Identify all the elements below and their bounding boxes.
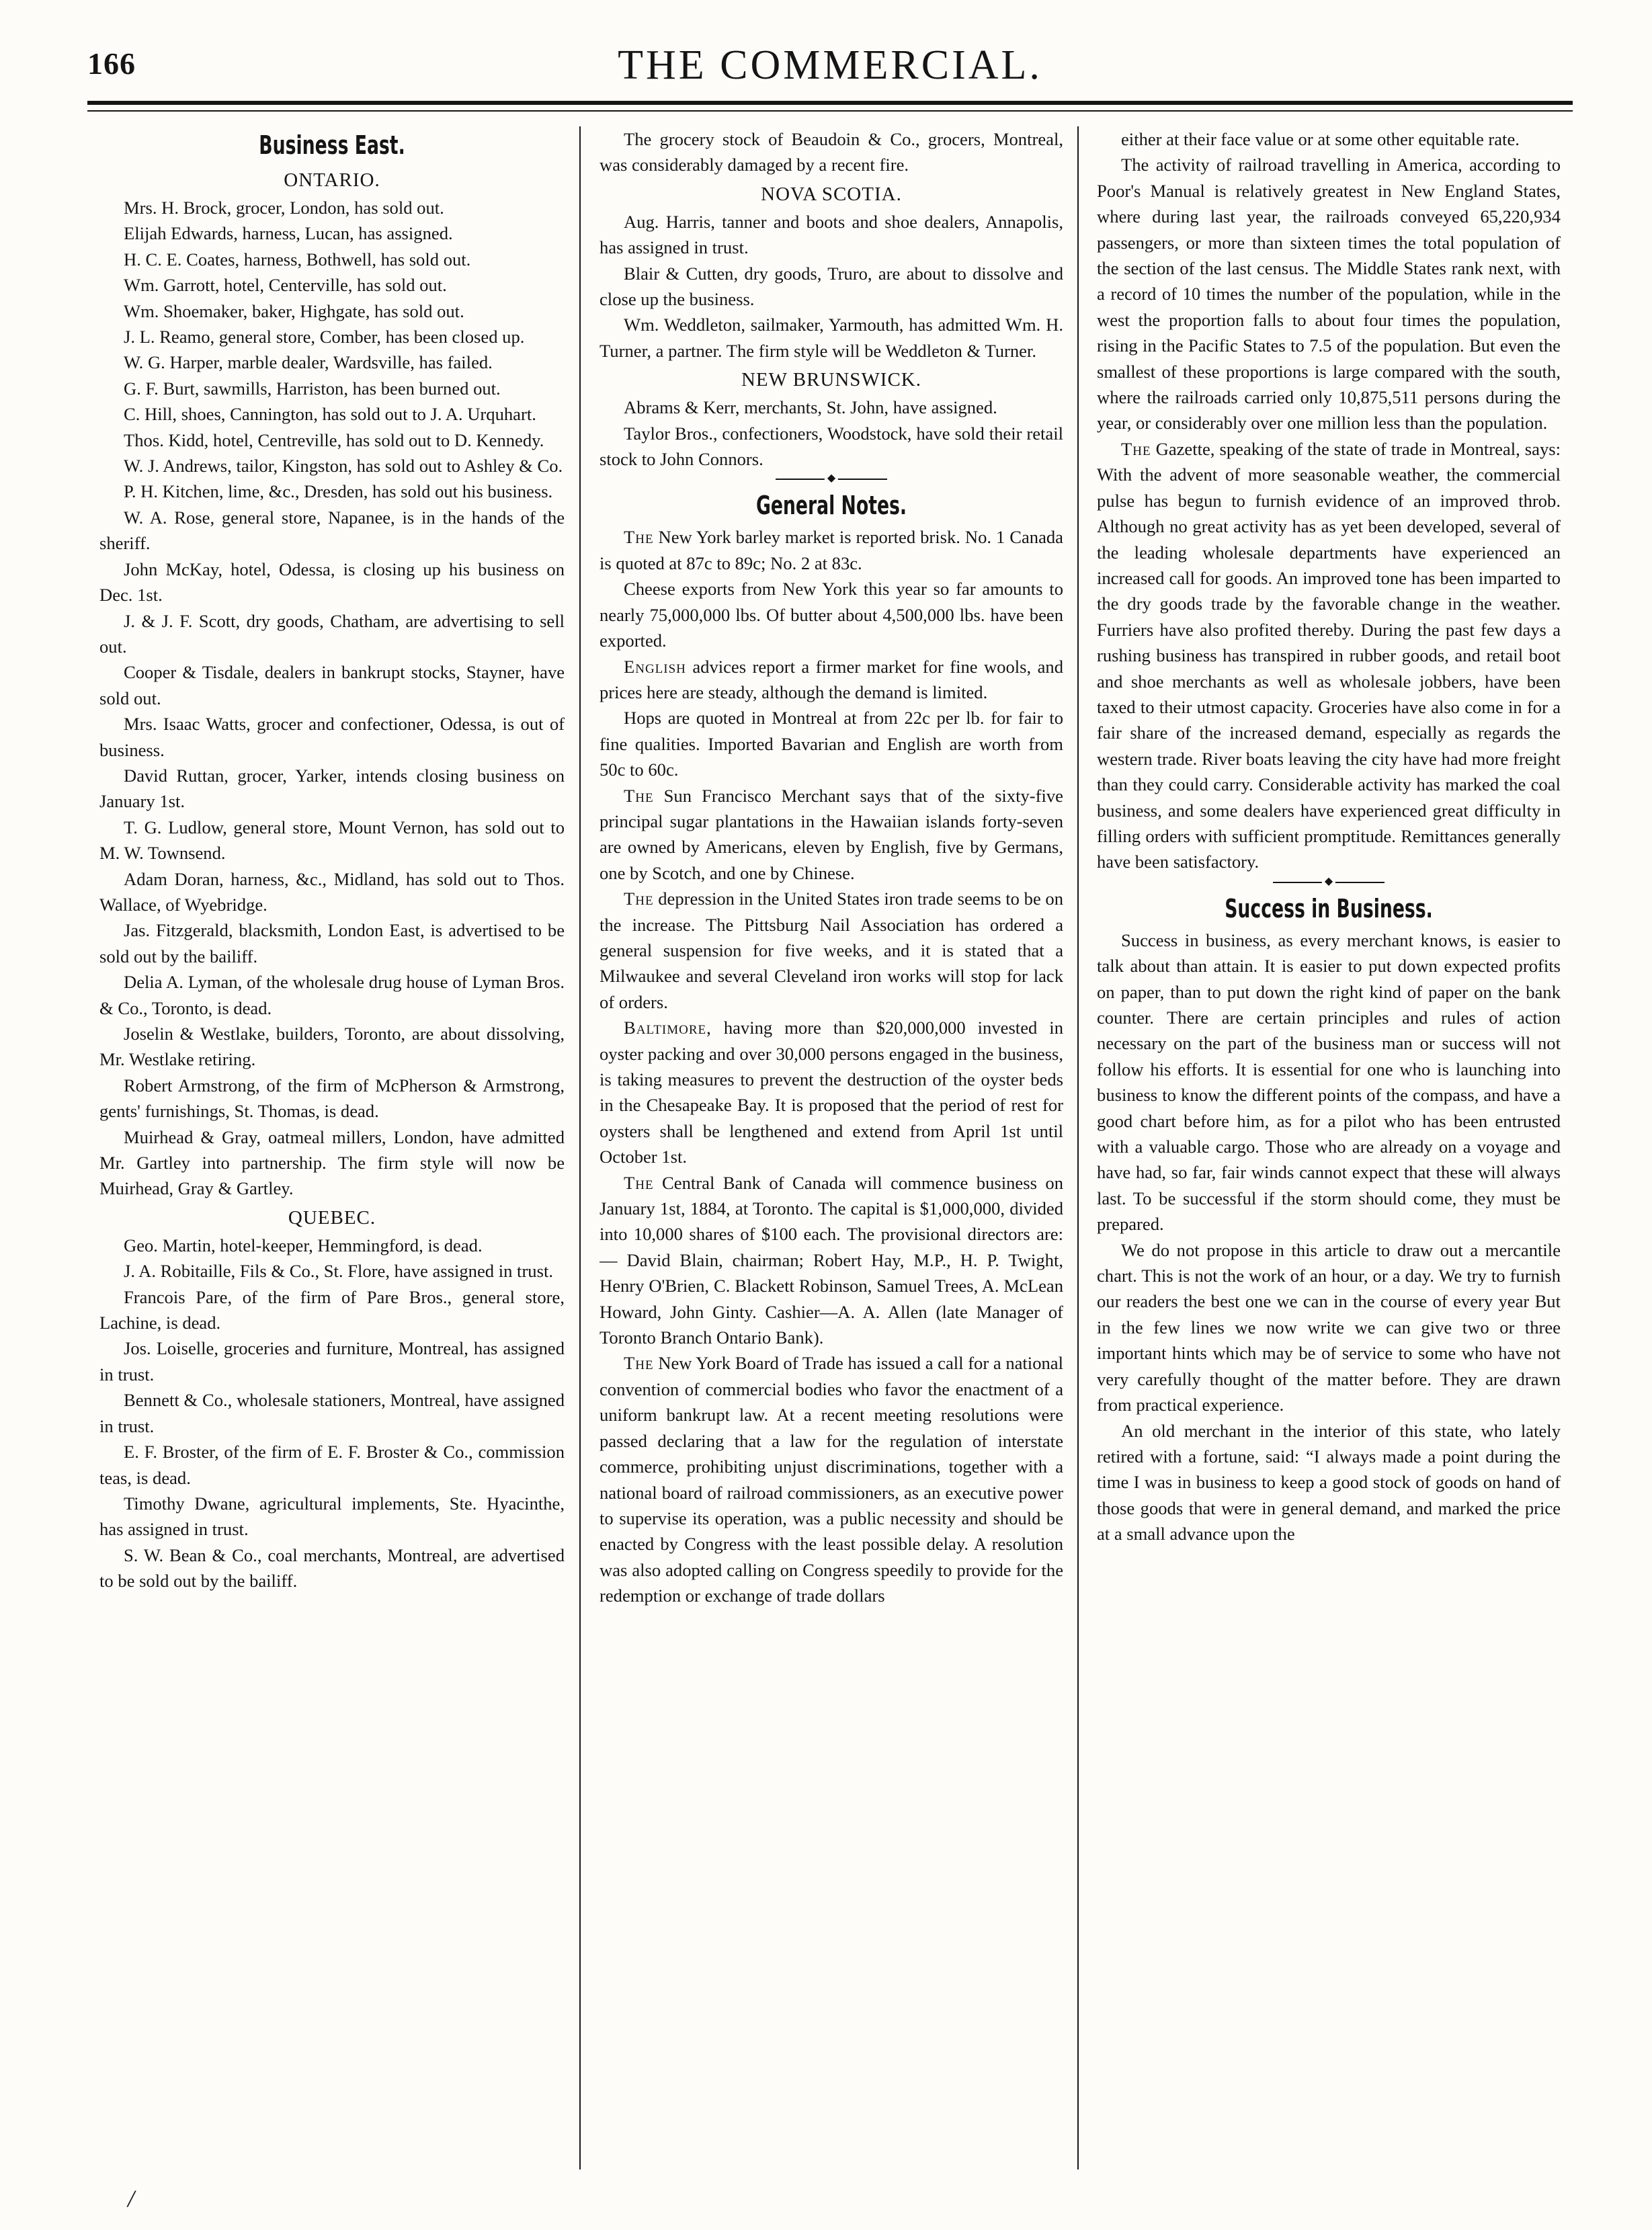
paragraph-text: New York Board of Trade has issued a call for a national convention of commercial bodies who favor the enactment of a uniform bankrupt law. At a recent meeting resolutions were passed declaring that a law for the regulation of interstate commerce, prohibiting unjust discriminations, together with a national board of railroad commissioners, as an executive power to supervise its operation, was a public necessity and should be enacted by Congress with the least possible delay. A resolution was also adopted calling on Congress speedily to provide for the redemption or exchange of trade dollars	[600, 1353, 1063, 1606]
business-notice: Muirhead & Gray, oatmeal millers, London, have admitted Mr. Gartley into partnership. The firm style will now be Muirhead, Gray & Gartley.	[99, 1126, 565, 1199]
business-notice: Elijah Edwards, harness, Lucan, has assigned.	[124, 223, 453, 244]
lead-word: The	[1121, 438, 1151, 459]
news-note	[600, 1170, 1063, 1351]
quebec-list	[99, 1233, 565, 1594]
business-notice: Thos. Kidd, hotel, Centreville, has sold out to D. Kennedy.	[124, 429, 544, 450]
paragraph-text: Gazette, speaking of the state of trade in Montreal, says: With the advent of more seasonable weather, the commercial pulse has begun to furnish evidence of an improved throb. Although no great activity has as yet been developed, several of the leading wholesale departments have experienced an increased call for goods. An improved tone has been imparted to the dry goods trade by the favorable change in the weather. Furriers have also profited thereby. During the past few days a rushing business has transpired in rubber goods, and retail boot and shoe merchants as well as wholesale jobbers, have been taxed to their utmost capacity. Groceries have also come in for a fair share of the increased demand, especially as regards the western trade. River boats leaving the city have had more freight than they could carry. Considerable activity has marked the coal business, and some dealers have experienced great difficulty in filling orders with sufficient promptitude. Remittances generally have been satisfactory.	[1097, 438, 1561, 872]
success-heading: Success in Business.	[1225, 893, 1433, 923]
business-notice: Geo. Martin, hotel-keeper, Hemmingford, is dead.	[124, 1235, 483, 1255]
paragraph-text: Cheese exports from New York this year so far amounts to nearly 75,000,000 lbs. Of butter about 4,500,000 lbs. have been exported.	[600, 579, 1063, 651]
business-notice: Aug. Harris, tanner and boots and shoe dealers, Annapolis, has assigned in trust.	[600, 211, 1063, 258]
paragraph-text: Sun Francisco Merchant says that of the sixty-five principal sugar plantations in the Hawaiian islands forty-seven are owned by Americans, eleven by English, five by Germans, one by Scotch, and one by Chinese.	[600, 785, 1063, 883]
business-notice: W. G. Harper, marble dealer, Wardsville, has failed.	[124, 352, 493, 373]
news-note	[600, 654, 1063, 706]
paragraph-text: The activity of railroad travelling in America, according to Poor's Manual is relatively greatest in New England States, where during last year, the railroads conveyed 65,220,934 passengers, or more than sixteen times the total population of the section of the last census. The Middle States rank next, with a record of 10 times the number of the population, while in the west the proportion falls to about four times the population, rising in the Pacific States to 7.5 of the population. But even the smallest of these proportions is large compared with the south, where the railroads carried only 10,875,511 persons during the year, or considerably over one million less than the population.	[1097, 155, 1561, 433]
ontario-heading: ONTARIO.	[284, 169, 380, 191]
business-notice: Joselin & Westlake, builders, Toronto, are about dissolving, Mr. Westlake retiring.	[99, 1024, 565, 1070]
business-notice: Mrs. Isaac Watts, grocer and confectioner, Odessa, is out of business.	[99, 714, 565, 760]
column-3	[1097, 126, 1561, 2170]
paragraph-text: having more than $20,000,000 invested in oyster packing and over 30,000 persons engaged in the business, is taking measures to prevent the destruction of the oyster beds in the Chesapeake Bay. It is proposed that the period of rest for oysters shall be lengthened and extend from April 1st until October 1st.	[600, 1018, 1063, 1167]
column-rule-2	[1077, 126, 1079, 2170]
business-notice: T. G. Ludlow, general store, Mount Vernon, has sold out to M. W. Townsend.	[99, 817, 565, 864]
business-notice: P. H. Kitchen, lime, &c., Dresden, has sold out his business.	[124, 481, 553, 502]
lead-word: Baltimore,	[624, 1018, 712, 1038]
business-notice: Wm. Garrott, hotel, Centerville, has sold out.	[124, 275, 447, 296]
business-notice: Robert Armstrong, of the firm of McPherson & Armstrong, gents' furnishings, St. Thomas, is dead.	[99, 1075, 565, 1122]
column-1	[99, 126, 565, 2170]
news-note	[600, 576, 1063, 653]
lead-word: The	[624, 1172, 654, 1193]
business-notice: Timothy Dwane, agricultural implements, Ste. Hyacinthe, has assigned in trust.	[99, 1493, 565, 1540]
business-notice: J. & J. F. Scott, dry goods, Chatham, are advertising to sell out.	[99, 610, 565, 657]
business-notice: W. J. Andrews, tailor, Kingston, has sold out to Ashley & Co.	[124, 456, 563, 477]
news-note	[600, 705, 1063, 782]
paragraph-text: New York barley market is reported brisk. No. 1 Canada is quoted at 87c to 89c; No. 2 at 83c.	[600, 527, 1063, 573]
business-notice: John McKay, hotel, Odessa, is closing up his business on Dec. 1st.	[99, 559, 565, 606]
business-notice: E. F. Broster, of the firm of E. F. Broster & Co., commission teas, is dead.	[99, 1442, 565, 1488]
business-notice: Jos. Loiselle, groceries and furniture, Montreal, has assigned in trust.	[99, 1338, 565, 1385]
business-notice: J. L. Reamo, general store, Comber, has been closed up.	[124, 327, 525, 347]
business-notice: Adam Doran, harness, &c., Midland, has sold out to Thos. Wallace, of Wyebridge.	[99, 868, 565, 915]
business-notice: Taylor Bros., confectioners, Woodstock, have sold their retail stock to John Connors.	[600, 423, 1063, 470]
page-number: 166	[87, 46, 136, 81]
header-rule-thin	[87, 110, 1573, 112]
nova-scotia-heading: NOVA SCOTIA.	[761, 183, 902, 205]
news-note	[600, 886, 1063, 1015]
business-notice: S. W. Bean & Co., coal merchants, Montreal, are advertised to be sold out by the bailiff.	[99, 1544, 565, 1592]
business-notice: David Ruttan, grocer, Yarker, intends closing business on January 1st.	[99, 765, 565, 812]
business-notice: Jas. Fitzgerald, blacksmith, London East, is advertised to be sold out by the bailiff.	[99, 920, 565, 966]
nova-scotia-list	[600, 209, 1063, 364]
business-notice: Blair & Cutten, dry goods, Truro, are about to dissolve and close up the business.	[600, 263, 1063, 310]
lead-word: The	[624, 785, 654, 806]
business-east-heading: Business East.	[259, 130, 405, 160]
business-notice: Wm. Weddleton, sailmaker, Yarmouth, has admitted Wm. H. Turner, a partner. The firm style will be Weddleton & Turner.	[600, 315, 1063, 361]
news-note	[600, 1350, 1063, 1608]
news-note	[600, 524, 1063, 576]
news-note	[1097, 152, 1561, 436]
news-note	[600, 1015, 1063, 1169]
business-notice: Mrs. H. Brock, grocer, London, has sold out.	[124, 198, 444, 218]
header-rule-thick	[87, 101, 1573, 105]
lead-word: English	[624, 656, 686, 677]
ontario-list	[99, 195, 565, 1202]
general-notes-list	[600, 524, 1063, 1608]
quebec-heading: QUEBEC.	[288, 1206, 376, 1229]
section-separator	[600, 472, 1063, 487]
article-paragraph: We do not propose in this article to draw out a mercantile chart. This is not the work of an hour, or a day. We try to furnish our readers the best one we can in the course of every year But in the few lines we now write we can give two or three important hints which may be of service to some who have not very carefully thought of the matter before. They are drawn from practical experience.	[1097, 1239, 1561, 1415]
business-notice: H. C. E. Coates, harness, Bothwell, has sold out.	[124, 249, 471, 270]
lead-word: The	[624, 1353, 654, 1374]
business-notice: Bennett & Co., wholesale stationers, Montreal, have assigned in trust.	[99, 1390, 565, 1436]
success-article	[1097, 927, 1561, 1547]
paragraph-text: Hops are quoted in Montreal at from 22c per lb. for fair to fine qualities. Imported Bavarian and English are worth from 50c to 60c.	[600, 708, 1063, 780]
paragraph-text: advices report a firmer market for fine wools, and prices here are steady, although the demand is limited.	[600, 656, 1063, 702]
news-note	[1097, 436, 1561, 875]
lead-word: The	[624, 889, 654, 909]
masthead-title: THE COMMERCIAL.	[618, 42, 1042, 88]
article-paragraph: Success in business, as every merchant knows, is easier to talk about than attain. It is easier to put down expected profits on paper, than to put down the right kind of paper on the bank counter. There are certain principles and rules of action necessary on the part of the business man or success will not follow his efforts. It is essential for one who is launching into business to know the different points of the compass, and have a good chart before him, as for a pilot who has been entrusted with a valuable cargo. Those who are already on a voyage and have had, so far, fair winds cannot expect that these will always last. To be successful if the storm should come, they must be prepared.	[1097, 930, 1561, 1235]
quebec-continued: The grocery stock of Beaudoin & Co., grocers, Montreal, was considerably damaged by a recent fire.	[600, 129, 1063, 175]
business-notice: Francois Pare, of the firm of Pare Bros., general store, Lachine, is dead.	[99, 1286, 565, 1333]
lead-word: The	[624, 527, 654, 548]
paragraph-text: Central Bank of Canada will commence business on January 1st, 1884, at Toronto. The capital is $1,000,000, divided into 10,000 shares of $100 each. The provisional directors are:— David Blain, chairman; Robert Hay, M.P., H. P. Twight, Henry O'Brien, C. Blackett Robinson, Samuel Trees, A. McLean Howard, John Ginty. Cashier—A. A. Allen (late Manager of Toronto Branch Ontario Bank).	[600, 1172, 1063, 1348]
business-notice: Abrams & Kerr, merchants, St. John, have assigned.	[624, 397, 997, 418]
column-2	[600, 126, 1063, 2170]
section-separator	[1097, 875, 1561, 890]
business-notice: G. F. Burt, sawmills, Harriston, has been burned out.	[124, 378, 501, 399]
general-notes-continued	[1097, 126, 1561, 875]
general-notes-heading: General Notes.	[755, 491, 907, 521]
paragraph-text: depression in the United States iron trade seems to be on the increase. The Pittsburg Nail Association has ordered a general suspension for five weeks, and it is stated that a Milwaukee and several Cleveland iron works will stop for lack of orders.	[600, 889, 1063, 1012]
news-note	[1097, 126, 1561, 152]
business-notice: Wm. Shoemaker, baker, Highgate, has sold out.	[124, 300, 464, 321]
business-notice: W. A. Rose, general store, Napanee, is in the hands of the sheriff.	[99, 507, 565, 554]
page-mark: /	[128, 2185, 135, 2212]
article-paragraph: An old merchant in the interior of this state, who lately retired with a fortune, said: “I always made a point during the time I was in business to keep a good stock of goods on hand of those goods that were in general demand, and marked the price at a small advance upon the	[1097, 1420, 1561, 1544]
paragraph-text: either at their face value or at some other equitable rate.	[1121, 129, 1520, 149]
news-note	[600, 783, 1063, 886]
new-brunswick-list	[600, 395, 1063, 472]
column-rule-1	[579, 126, 581, 2170]
business-notice: Cooper & Tisdale, dealers in bankrupt stocks, Stayner, have sold out.	[99, 662, 565, 708]
business-notice: Delia A. Lyman, of the wholesale drug house of Lyman Bros. & Co., Toronto, is dead.	[99, 972, 565, 1018]
page-header	[87, 42, 1573, 95]
new-brunswick-heading: NEW BRUNSWICK.	[741, 369, 922, 391]
business-notice: C. Hill, shoes, Cannington, has sold out to J. A. Urquhart.	[124, 404, 536, 425]
business-notice: J. A. Robitaille, Fils & Co., St. Flore, have assigned in trust.	[124, 1261, 553, 1282]
